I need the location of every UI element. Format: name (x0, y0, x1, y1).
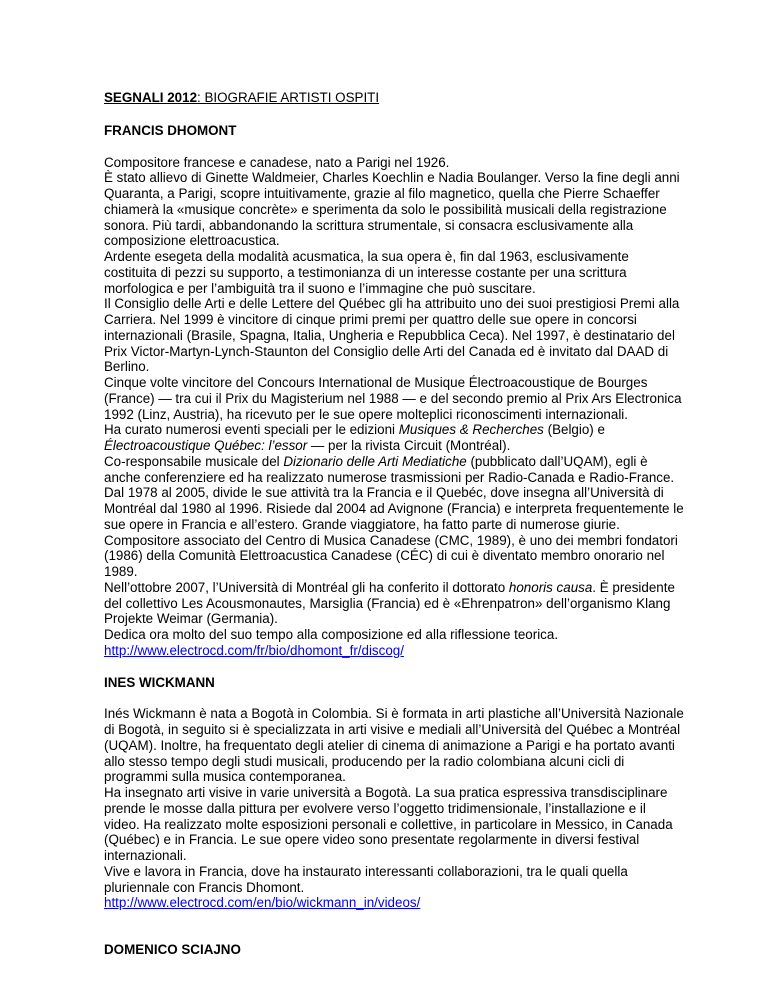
title-event: SEGNALI 2012 (104, 90, 198, 105)
bio-paragraph: Vive e lavora in Francia, dove ha instaurato interessanti collaborazioni, tra le quali quella pluriennale con Francis Dhomont. (104, 863, 628, 895)
italic-title: Musiques & Recherches (398, 422, 544, 438)
bio-paragraph: Dedica ora molto del suo tempo alla composizione ed alla riflessione teorica. (104, 627, 559, 642)
bio-paragraph: Co-responsabile musicale del Dizionario delle Arti Mediatiche (pubblicato dall’UQAM), egli è anche conferenziere ed ha realizzato numerose trasmissioni per Radio-Canada e Radio-France. (104, 453, 675, 485)
bio-wickmann (104, 706, 684, 911)
italic-term: honoris causa (508, 579, 593, 595)
bio-paragraph: Cinque volte vincitore del Concours International de Musique Électroacoustique de Bourges (France) — tra cui il Prix du Magisterium nel 1988 — e del secondo premio al Prix Ars Electronica 1992 (Linz, Austria), ha ricevuto per le sue opere molteplici riconoscimenti internazionali. (104, 375, 682, 422)
bio-paragraph: Il Consiglio delle Arti e delle Lettere del Québec gli ha attribuito uno dei suoi prestigiosi Premi alla Carriera. Nel 1999 è vincitore di cinque primi premi per quattro delle sue opere in concorsi internazionali (Brasile, Spagna, Italia, Ungheria e Repubblica Ceca). Nel 1997, è destinatario del Prix Victor-Martyn-Lynch-Staunton del Consiglio delle Arti del Canada ed è invitato dal DAAD di Berlino. (104, 296, 680, 375)
bio-paragraph: Compositore associato del Centro di Musica Canadese (CMC, 1989), è uno dei membri fondatori (1986) della Comunità Elettroacustica Canadese (CÉC) di cui è diventato membro onorario nel 1989. (104, 532, 678, 579)
bio-paragraph: Nell’ottobre 2007, l’Università di Montréal gli ha conferito il dottorato honoris causa. È presidente del collettivo Les Acousmonautes, Marsiglia (Francia) ed è «Ehrenpatron» dell’organismo Klang Projekte Weimar (Germania). (104, 579, 675, 627)
artist-name-wickmann: INES WICKMANN (104, 674, 215, 690)
artist-name-dhomont: FRANCIS DHOMONT (104, 122, 237, 138)
bio-paragraph: Dal 1978 al 2005, divide le sue attività tra la Francia e il Quebéc, dove insegna all’Università di Montréal dal 1980 al 1996. Risiede dal 2004 ad Avignone (Francia) e interpreta frequentemente le sue opere in Francia e all’estero. Grande viaggiatore, ha fatto parte di numerose giurie. (104, 485, 684, 532)
bio-dhomont (104, 155, 684, 659)
document-page (104, 90, 684, 958)
italic-title: Électroacoustique Québec: l’essor (104, 438, 308, 453)
bio-paragraph: Ha curato numerosi eventi speciali per le edizioni Musiques & Recherches (Belgio) e Électroacoustique Québec: l’essor — per la rivista Circuit (Montréal). (104, 422, 605, 453)
wickmann-videos-link[interactable]: http://www.electrocd.com/en/bio/wickmann_in/videos/ (104, 895, 421, 911)
dhomont-discography-link[interactable]: http://www.electrocd.com/fr/bio/dhomont_fr/discog/ (104, 642, 404, 658)
bio-paragraph: Ha insegnato arti visive in varie università a Bogotà. La sua pratica espressiva transdisciplinare prende le mosse dalla pittura per evolvere verso l’oggetto tridimensionale, l’installazione e il video. Ha realizzato molte esposizioni personali e collettive, in particolare in Messico, in Canada (Québec) e in Francia. Le sue opere video sono presentate regolarmente in diversi festival internazionali. (104, 785, 673, 863)
bio-paragraph: Inés Wickmann è nata a Bogotà in Colombia. Si è formata in arti plastiche all’Università Nazionale di Bogotà, in seguito si è specializzata in arti visive e mediali all’Università del Québec a Montréal (UQAM). Inoltre, ha frequentato degli atelier di cinema di animazione a Parigi e ha portato avanti allo stesso tempo degli studi musicali, producendo per la radio colombiana alcuni cicli di programmi sulla musica contemporanea. (104, 706, 684, 785)
artist-name-sciajno: DOMENICO SCIAJNO (104, 942, 241, 957)
bio-paragraph: Compositore francese e canadese, nato a Parigi nel 1926. (104, 154, 450, 170)
document-title (104, 90, 684, 106)
title-subtitle: : BIOGRAFIE ARTISTI OSPITI (197, 90, 380, 105)
bio-paragraph: È stato allievo di Ginette Waldmeier, Charles Koechlin e Nadia Boulanger. Verso la fine degli anni Quaranta, a Parigi, scopre intuitivamente, grazie al filo magnetico, quella che Pierre Schaeffer chiamerà la «musique concrète» e sperimenta da solo le possibilità musicali della registrazione sonora. Più tardi, abbandonando la scrittura strumentale, si consacra esclusivamente alla composizione elettroacustica. (104, 170, 680, 249)
bio-paragraph: Ardente esegeta della modalità acusmatica, la sua opera è, fin dal 1963, esclusivamente costituita di pezzi su supporto, a testimonianza di un interesse costante per una scrittura morfologica e per l’ambiguità tra il suono e l’immagine che può suscitare. (104, 249, 629, 296)
italic-title: Dizionario delle Arti Mediatiche (283, 453, 467, 469)
